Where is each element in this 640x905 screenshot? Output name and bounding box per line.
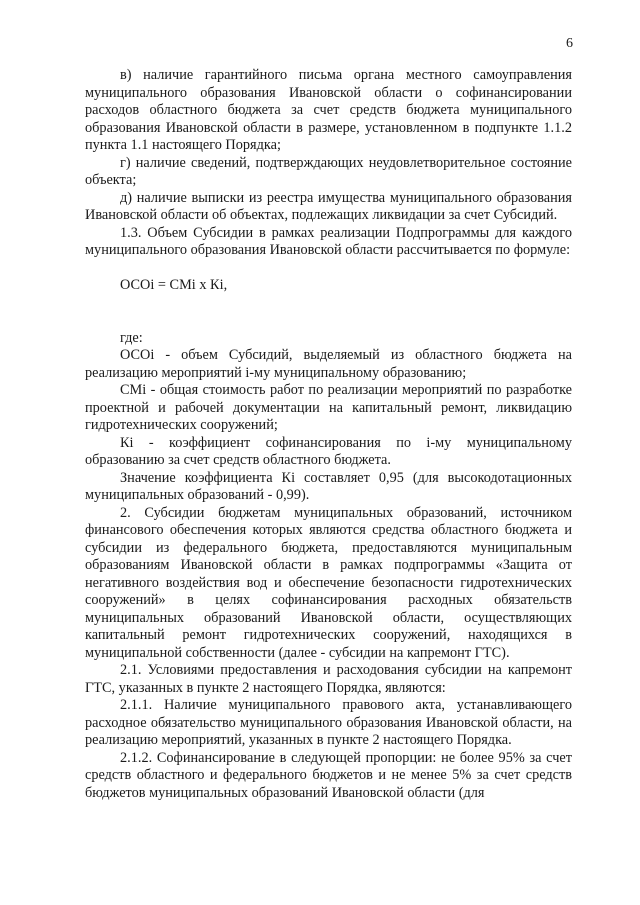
formula-where: где: — [120, 329, 143, 346]
document-body — [85, 67, 572, 802]
definition-ki: Кi - коэффициент софинансирования по i-му муниципальному образованию за счет средств областного бюджета. — [85, 434, 572, 468]
paragraph-2-1-1: 2.1.1. Наличие муниципального правового акта, устанавливающего расходное обязательство муниципального образования Ивановской области, на реализацию мероприятий, указанных в пункте 2 настоящего Порядка. — [85, 697, 572, 748]
paragraph-item-d: д) наличие выписки из реестра имущества муниципального образования Ивановской области об объектах, подлежащих ликвидации за счет Субсидий. — [85, 189, 572, 223]
definition-smi: СМi - общая стоимость работ по реализации мероприятий по разработке проектной и рабочей документации на капитальный ремонт, ликвидацию гидротехнических сооружений; — [85, 382, 572, 433]
paragraph-item-v: в) наличие гарантийного письма органа местного самоуправления муниципального образования Ивановской области о софинансировании расходов областного бюджета за счет средств бюджета муниципального образования Ивановской области в размере, установленном в подпункте 1.1.2 пункта 1.1 настоящего Порядка; — [85, 67, 572, 153]
definition-osoi: ОСОi - объем Субсидий, выделяемый из областного бюджета на реализацию мероприятий i-му муниципальному образованию; — [85, 347, 572, 381]
paragraph-2: 2. Субсидии бюджетам муниципальных образований, источником финансового обеспечения которых являются средства областного бюджета и субсидии из федерального бюджета, предоставляются муниципальным образованиям Ивановской области в рамках подпрограммы «Защита от негативного воздействия вод и обеспечение безопасности гидротехнических сооружений» в целях софинансирования расходных обязательств муниципальных образований Ивановской области, осуществляющих капитальный ремонт гидротехнических сооружений, находящихся в муниципальной собственности (далее - субсидии на капремонт ГТС). — [85, 504, 572, 661]
paragraph-1-3: 1.3. Объем Субсидии в рамках реализации Подпрограммы для каждого муниципального образования Ивановской области рассчитывается по формуле: — [85, 224, 572, 258]
paragraph-2-1: 2.1. Условиями предоставления и расходования субсидии на капремонт ГТС, указанных в пункте 2 настоящего Порядка, являются: — [85, 662, 572, 696]
formula: ОСОi = СМi x Кi, — [120, 277, 228, 293]
coefficient-value: Значение коэффициента Кi составляет 0,95 (для высокодотационных муниципальных образований - 0,99). — [85, 469, 572, 503]
paragraph-2-1-2: 2.1.2. Софинансирование в следующей пропорции: не более 95% за счет средств областного и федерального бюджетов и не менее 5% за счет средств бюджетов муниципальных образований Ивановской области (для — [85, 749, 572, 801]
paragraph-item-g: г) наличие сведений, подтверждающих неудовлетворительное состояние объекта; — [85, 154, 572, 188]
page-number: 6 — [566, 36, 573, 51]
